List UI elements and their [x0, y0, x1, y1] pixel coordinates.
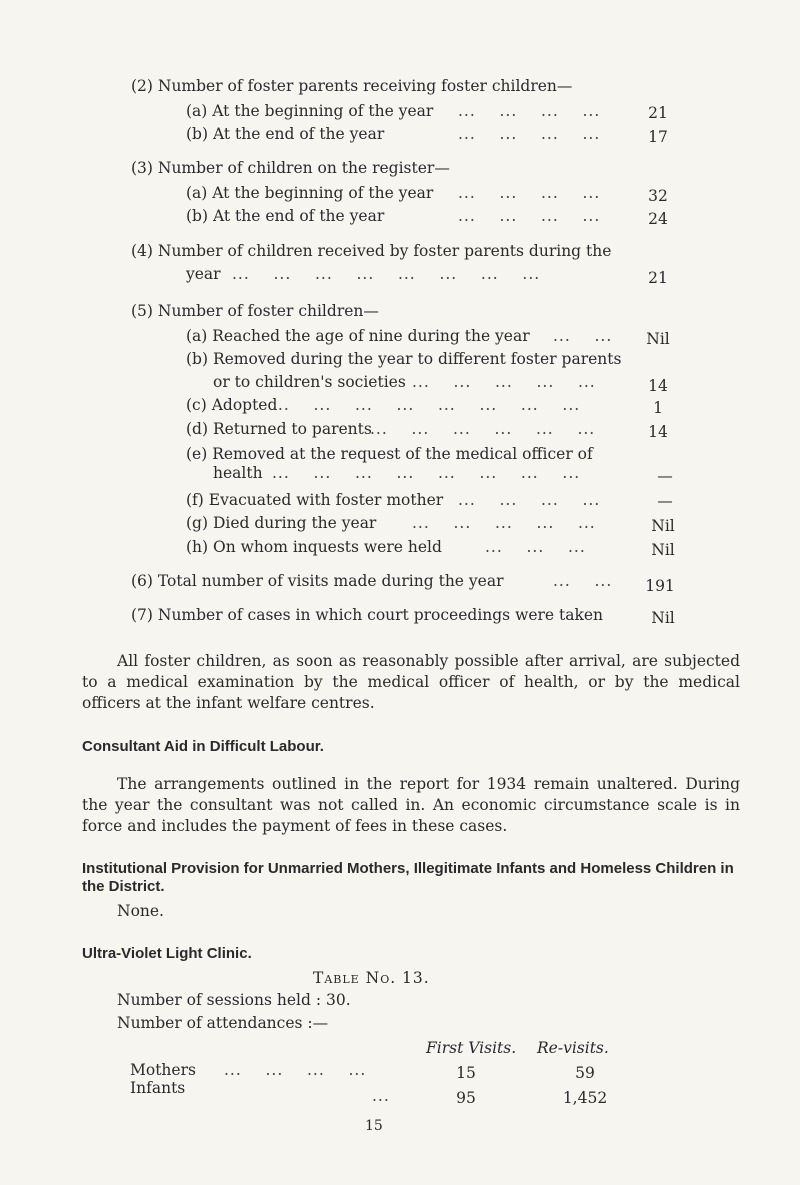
item-2-title: (2) Number of foster parents receiving foster children— — [131, 77, 573, 95]
item-7-label: (7) Number of cases in which court proceedings were taken — [131, 606, 604, 624]
item-3a-value: 32 — [648, 187, 668, 205]
item-3b-label: (b) At the end of the year — [186, 207, 385, 225]
item-5g-label: (g) Died during the year — [186, 514, 377, 532]
table-row-label: Infants — [130, 1079, 186, 1097]
item-2b-label: (b) At the end of the year — [186, 125, 385, 143]
item-6-label: (6) Total number of visits made during the year — [131, 572, 504, 590]
item-5a-value: Nil — [646, 330, 670, 348]
item-5h-value: Nil — [651, 541, 675, 559]
leader-dots: ... ... ... ... ... ... — [370, 420, 596, 438]
page-number: 15 — [365, 1118, 383, 1134]
table-cell-re: 59 — [575, 1064, 595, 1082]
table-title: Table No. 13. — [313, 969, 430, 987]
foster-children-paragraph: All foster children, as soon as reasonably possible after arrival, are subjected to a medical examination by the medical officer of health, or by the medical officers at the infant welfare centres. — [82, 652, 740, 712]
item-2a-value: 21 — [648, 104, 668, 122]
item-5g-value: Nil — [651, 517, 675, 535]
item-4-title: (4) Number of children received by foster parents during the — [131, 242, 612, 260]
table-row-label: Mothers — [130, 1061, 196, 1079]
leader-dots: ... ... ... ... — [458, 184, 601, 202]
item-4-value: 21 — [648, 269, 668, 287]
item-5a-label: (a) Reached the age of nine during the year — [186, 327, 530, 345]
leader-dots: ... ... — [553, 572, 613, 590]
sessions-held: Number of sessions held : 30. — [117, 991, 351, 1009]
leader-dots: ... ... ... ... ... ... ... ... — [232, 265, 541, 283]
item-5b-cont: or to children's societies — [213, 373, 406, 391]
attendances-label: Number of attendances :— — [117, 1014, 329, 1032]
leader-dots: ... ... ... ... ... — [412, 514, 596, 532]
leader-dots: ... ... ... ... — [458, 491, 601, 509]
consultant-aid-paragraph: The arrangements outlined in the report for 1934 remain unaltered. During the year the consultant was not called in. An economic circumstance scale is in force and includes the payment of fees in these cases. — [82, 775, 740, 835]
item-3b-value: 24 — [648, 210, 668, 228]
leader-dots: ... ... ... ... ... ... ... ... — [272, 464, 581, 482]
institutional-provision-text: None. — [117, 902, 164, 920]
institutional-provision-heading: Institutional Provision for Unmarried Mothers, Illegitimate Infants and Homeless Children in the District. — [82, 860, 734, 895]
item-3a-label: (a) At the beginning of the year — [186, 184, 434, 202]
leader-dots: ... ... ... ... — [458, 207, 601, 225]
col-header-re-visits: Re-visits. — [537, 1039, 609, 1057]
item-5e-label: (e) Removed at the request of the medical officer of — [186, 445, 593, 463]
leader-dots: ... ... ... ... — [458, 102, 601, 120]
leader-dots: ... ... — [553, 327, 613, 345]
item-3-title: (3) Number of children on the register— — [131, 159, 450, 177]
item-5f-value: — — [657, 492, 673, 510]
table-cell-first: 15 — [456, 1064, 476, 1082]
leader-dots: ... ... ... ... — [458, 125, 601, 143]
item-4-cont: year — [186, 265, 221, 283]
item-5c-value: 1 — [653, 399, 663, 417]
leader-dots: ... ... ... ... ... — [412, 373, 596, 391]
leader-dots: ... ... ... ... — [224, 1061, 367, 1079]
item-5h-label: (h) On whom inquests were held — [186, 538, 442, 556]
item-5b-value: 14 — [648, 377, 668, 395]
item-2a-label: (a) At the beginning of the year — [186, 102, 434, 120]
col-header-first-visits: First Visits. — [426, 1039, 517, 1057]
consultant-aid-heading: Consultant Aid in Difficult Labour. — [82, 738, 324, 755]
item-5d-value: 14 — [648, 423, 668, 441]
item-5d-label: (d) Returned to parents — [186, 420, 372, 438]
uv-clinic-heading: Ultra-Violet Light Clinic. — [82, 945, 252, 962]
item-5c-label: (c) Adopted — [186, 396, 278, 414]
table-cell-first: 95 — [456, 1089, 476, 1107]
item-5e-cont: health — [213, 464, 263, 482]
table-cell-re: 1,452 — [562, 1089, 608, 1107]
item-7-value: Nil — [651, 609, 675, 627]
item-5f-label: (f) Evacuated with foster mother — [186, 491, 444, 509]
item-2b-value: 17 — [648, 128, 668, 146]
leader-dots: ... ... ... ... ... ... ... ... — [272, 396, 581, 414]
item-5-title: (5) Number of foster children— — [131, 302, 379, 320]
item-5e-value: — — [657, 467, 673, 485]
item-5b-label: (b) Removed during the year to different foster parents — [186, 350, 622, 368]
item-6-value: 191 — [645, 577, 675, 595]
leader-dots: ... ... ... — [485, 538, 586, 556]
leader-dots: ... — [372, 1087, 390, 1105]
